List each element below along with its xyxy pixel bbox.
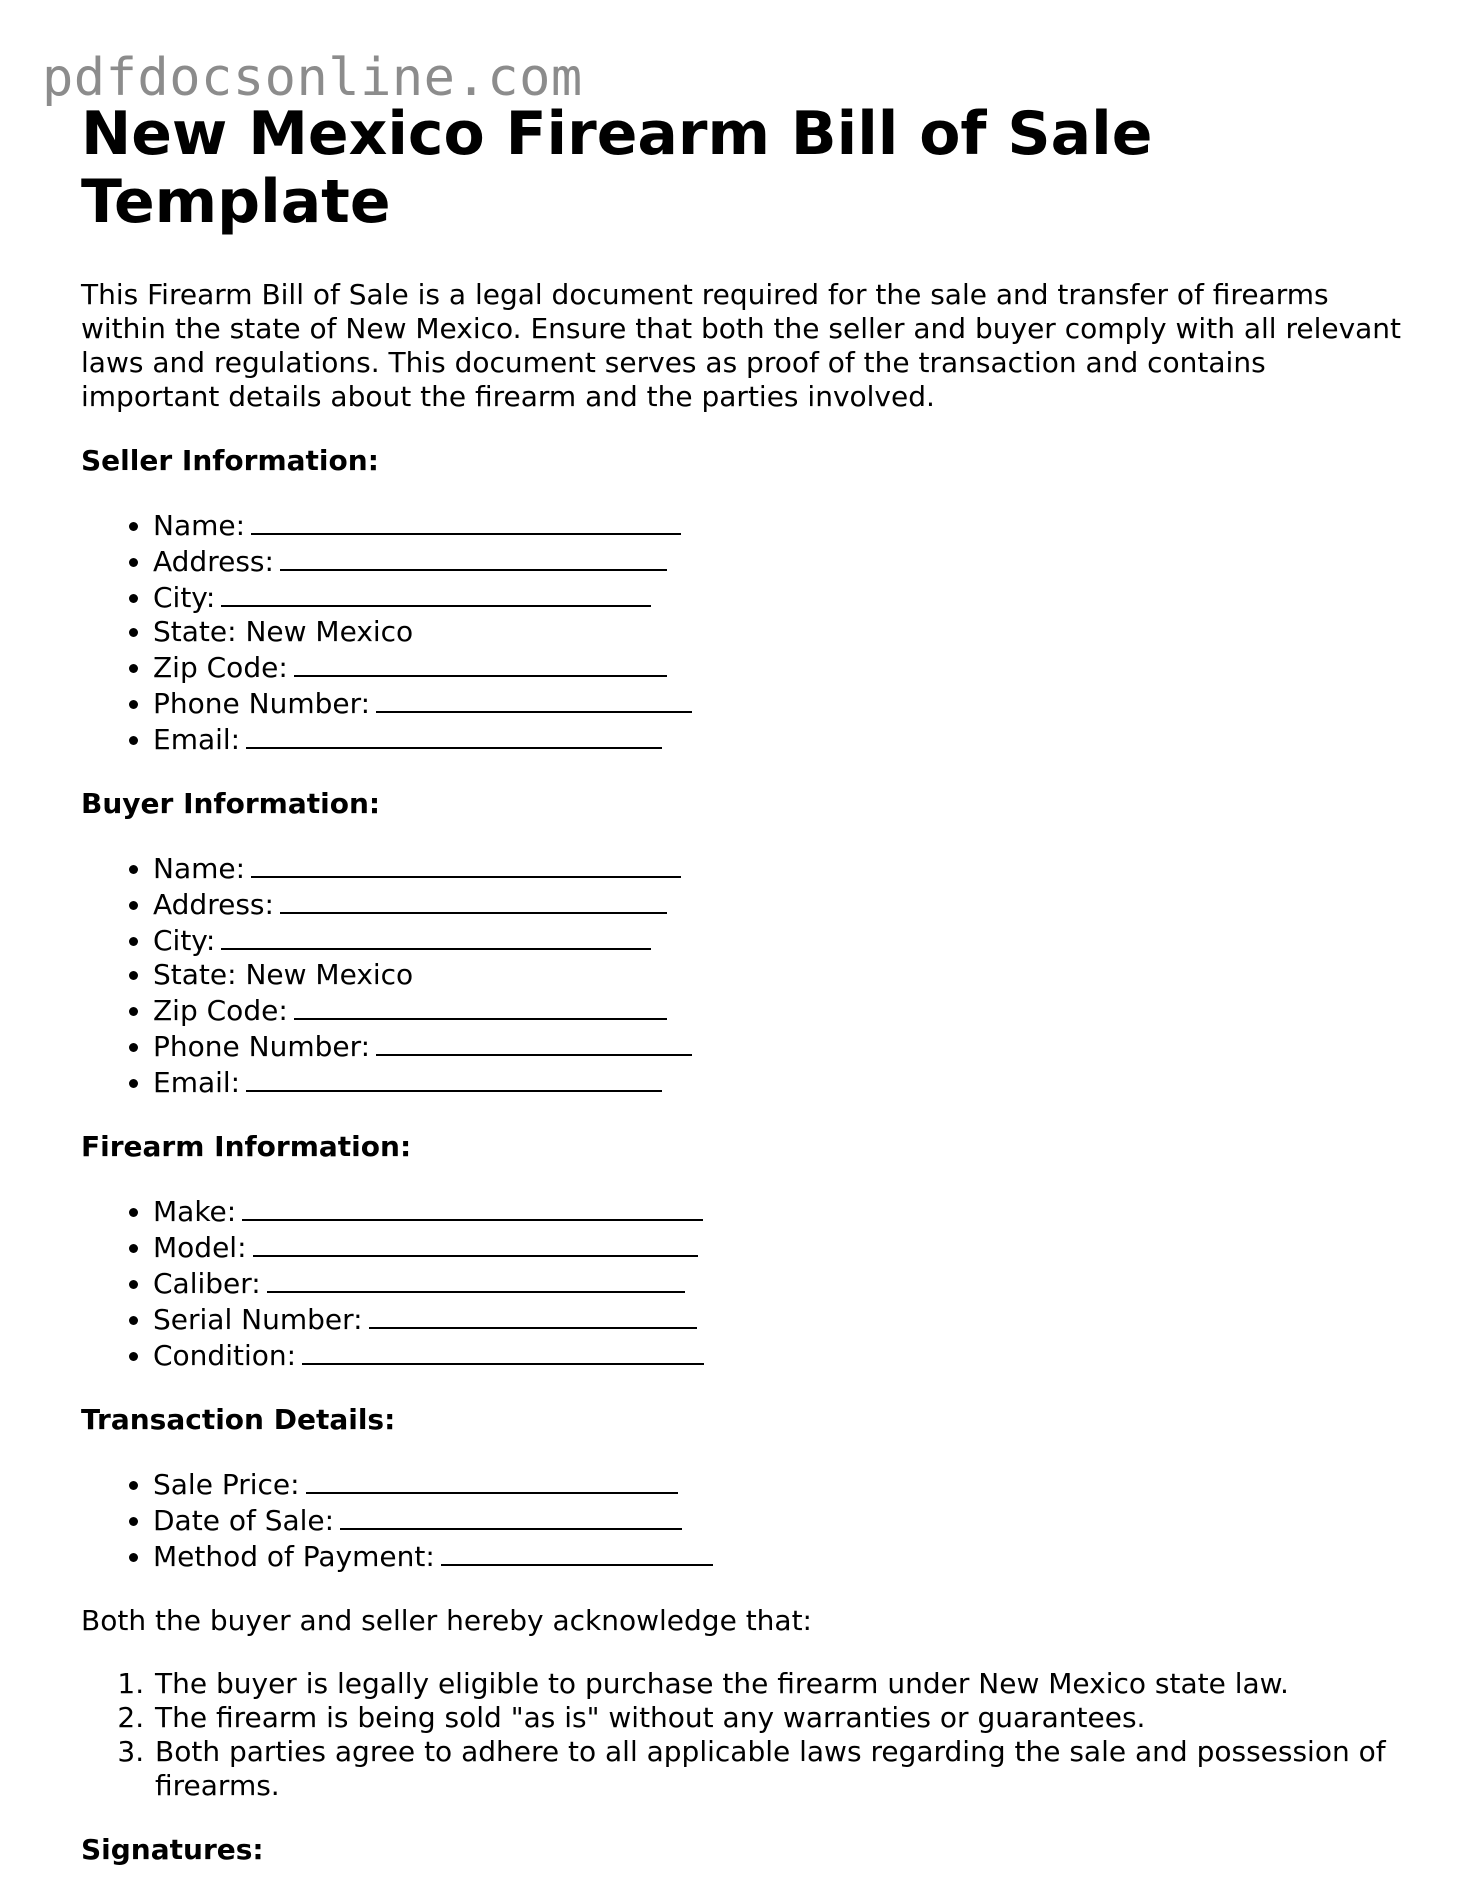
firearm-caliber-field[interactable] xyxy=(267,1265,685,1293)
seller-zip-label: Zip Code: xyxy=(153,651,288,684)
sale-price-field[interactable] xyxy=(306,1466,678,1494)
list-item xyxy=(153,649,1401,685)
seller-email-field[interactable] xyxy=(246,721,662,749)
transaction-list xyxy=(81,1466,1401,1574)
acknowledgement-lead: Both the buyer and seller hereby acknowledge that: xyxy=(81,1604,812,1637)
list-item xyxy=(153,1466,1401,1502)
sale-date-label: Date of Sale: xyxy=(153,1504,335,1537)
document-body xyxy=(81,100,1401,1867)
seller-list xyxy=(81,507,1401,757)
firearm-serial-label: Serial Number: xyxy=(153,1303,363,1336)
seller-state-label: State: New Mexico xyxy=(153,615,414,648)
list-item xyxy=(153,615,1401,649)
buyer-name-label: Name: xyxy=(153,852,246,885)
firearm-model-label: Model: xyxy=(153,1231,247,1264)
list-item xyxy=(153,1064,1401,1100)
firearm-serial-field[interactable] xyxy=(369,1301,697,1329)
buyer-phone-field[interactable] xyxy=(376,1028,692,1056)
list-item xyxy=(153,1193,1401,1229)
list-item xyxy=(153,886,1401,922)
buyer-name-field[interactable] xyxy=(251,850,681,878)
buyer-state-label: State: New Mexico xyxy=(153,958,414,991)
list-item xyxy=(153,721,1401,757)
seller-city-label: City: xyxy=(153,581,216,614)
firearm-heading: Firearm Information: xyxy=(81,1130,412,1163)
list-item: 3. Both parties agree to adhere to all applicable laws regarding the sale and possession of firearms. xyxy=(153,1735,1401,1803)
payment-method-field[interactable] xyxy=(441,1538,713,1566)
list-item xyxy=(153,1265,1401,1301)
list-item xyxy=(153,850,1401,886)
intro-paragraph: This Firearm Bill of Sale is a legal document required for the sale and transfer of firearms within the state of New Mexico. Ensure that both the seller and buyer comply with all relevant laws and regulations. This document serves as proof of the transaction and contains important details about the firearm and the parties involved. xyxy=(81,278,1402,413)
buyer-list xyxy=(81,850,1401,1100)
acknowledgement-list xyxy=(81,1667,1401,1803)
list-item xyxy=(153,1028,1401,1064)
seller-email-label: Email: xyxy=(153,723,241,756)
seller-address-field[interactable] xyxy=(280,543,667,571)
list-item xyxy=(153,543,1401,579)
firearm-make-field[interactable] xyxy=(242,1193,703,1221)
seller-address-label: Address: xyxy=(153,545,274,578)
firearm-condition-label: Condition: xyxy=(153,1339,297,1372)
buyer-email-label: Email: xyxy=(153,1066,241,1099)
seller-city-field[interactable] xyxy=(221,579,651,607)
list-item xyxy=(153,922,1401,958)
list-item xyxy=(153,579,1401,615)
sale-date-field[interactable] xyxy=(340,1502,682,1530)
list-item xyxy=(153,992,1401,1028)
list-item xyxy=(153,1337,1401,1373)
firearm-list xyxy=(81,1193,1401,1373)
seller-heading: Seller Information: xyxy=(81,444,379,477)
firearm-make-label: Make: xyxy=(153,1195,237,1228)
sale-price-label: Sale Price: xyxy=(153,1468,300,1501)
seller-name-label: Name: xyxy=(153,509,246,542)
buyer-address-field[interactable] xyxy=(280,886,667,914)
seller-phone-field[interactable] xyxy=(376,685,692,713)
buyer-zip-field[interactable] xyxy=(294,992,667,1020)
buyer-address-label: Address: xyxy=(153,888,274,921)
list-item xyxy=(153,958,1401,992)
list-item xyxy=(153,507,1401,543)
firearm-caliber-label: Caliber: xyxy=(153,1267,261,1300)
list-item xyxy=(153,1538,1401,1574)
buyer-city-field[interactable] xyxy=(221,922,651,950)
seller-zip-field[interactable] xyxy=(294,649,667,677)
buyer-heading: Buyer Information: xyxy=(81,787,381,820)
firearm-condition-field[interactable] xyxy=(302,1337,704,1365)
list-item xyxy=(153,1301,1401,1337)
buyer-zip-label: Zip Code: xyxy=(153,994,288,1027)
signatures-heading: Signatures: xyxy=(81,1833,264,1866)
buyer-email-field[interactable] xyxy=(246,1064,662,1092)
payment-method-label: Method of Payment: xyxy=(153,1540,435,1573)
buyer-phone-label: Phone Number: xyxy=(153,1030,371,1063)
page-title: New Mexico Firearm Bill of Sale Template xyxy=(81,99,1153,237)
seller-name-field[interactable] xyxy=(251,507,681,535)
list-item: 1. The buyer is legally eligible to purchase the firearm under New Mexico state law. xyxy=(153,1667,1401,1701)
buyer-city-label: City: xyxy=(153,924,216,957)
seller-phone-label: Phone Number: xyxy=(153,687,371,720)
list-item: 2. The firearm is being sold "as is" without any warranties or guarantees. xyxy=(153,1701,1401,1735)
list-item xyxy=(153,1229,1401,1265)
list-item xyxy=(153,1502,1401,1538)
watermark: pdfdocsonline.com xyxy=(42,48,583,108)
firearm-model-field[interactable] xyxy=(253,1229,698,1257)
list-item xyxy=(153,685,1401,721)
transaction-heading: Transaction Details: xyxy=(81,1403,396,1436)
